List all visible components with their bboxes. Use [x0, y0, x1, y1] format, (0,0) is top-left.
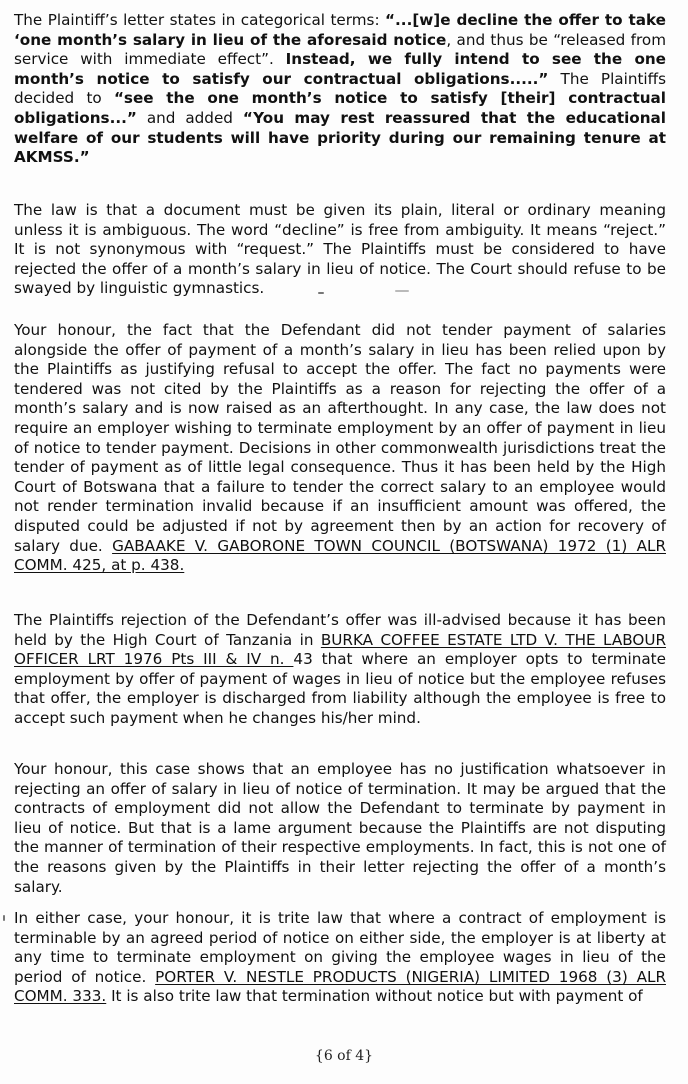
text-segment: The Plaintiff’s letter states in categorical terms: [14, 11, 386, 29]
text-segment: Court of Botswana that a failure to tender the correct salary to an employee would [14, 477, 666, 496]
text-segment: the reasons given by the Plaintiffs in their letter rejecting the offer of a month’s [14, 857, 666, 876]
text-segment: accept such payment when he changes his/her mind. [14, 708, 421, 727]
text-line [14, 279, 666, 299]
text-line [14, 341, 666, 361]
bold-quote: Instead, we fully intend to see the one [285, 50, 666, 69]
paragraph-letter-quote [14, 11, 666, 168]
text-line [14, 799, 666, 819]
text-line [14, 709, 666, 729]
text-segment: tender of payment as of little legal consequence. Thus it has been held by the High [14, 458, 666, 477]
text-line [14, 909, 666, 929]
case-citation: OFFICER LRT 1976 Pts III & IV n. [14, 650, 294, 669]
text-line [14, 631, 666, 651]
text-segment: It is also trite law that termination without notice but with payment of [106, 987, 643, 1006]
case-citation: COMM. 425, at p. 438. [14, 556, 185, 575]
bold-quote: welfare of our students will have priority during our remaining tenure at [14, 128, 666, 147]
text-segment: The Plaintiffs rejection of the Defendant’s offer was ill-advised because it has been [14, 611, 666, 629]
text-segment: Your honour, this case shows that an employee has no justification whatsoever in [14, 760, 666, 778]
text-segment: The law is that a document must be given its plain, literal or ordinary meaning [14, 201, 666, 219]
text-line [14, 819, 666, 839]
text-line [14, 240, 666, 260]
text-line [14, 650, 666, 670]
text-line [14, 689, 666, 709]
text-segment: , and thus be “released from [446, 30, 666, 49]
text-line [14, 517, 666, 537]
text-segment: that offer, the employer is discharged from liability although the employee is free to [14, 689, 666, 708]
bold-quote: “...[w]e decline the offer to take [385, 11, 666, 29]
text-segment: month’s salary and is now raised as an afterthought. In any case, the law does not [14, 399, 666, 418]
text-segment: not render termination invalid because if an insufficient amount was offered, the [14, 497, 666, 516]
text-line [14, 670, 666, 690]
text-segment: period of notice. [14, 967, 156, 986]
scan-speck [3, 915, 5, 921]
text-line [14, 478, 666, 498]
text-segment: service with immediate effect”. [14, 50, 286, 69]
text-line [14, 968, 666, 988]
text-line [14, 419, 666, 439]
text-segment: the Plaintiffs as justifying refusal to accept the offer. The fact no payments were [14, 360, 666, 379]
text-segment: rejected the offer of a month’s salary in lieu of notice. The Court should refuse to be [14, 259, 666, 278]
text-line [14, 458, 666, 478]
text-line [14, 929, 666, 949]
text-segment: the manner of termination of their respective employments. In fact, this is not one of [14, 838, 666, 857]
paragraph-trite-law [14, 909, 666, 1007]
text-line [14, 360, 666, 380]
paragraph-tender-of-payment [14, 321, 666, 576]
text-line [14, 780, 666, 800]
text-segment: require an employer wishing to terminate employment by an offer of payment in lieu [14, 418, 666, 437]
text-segment: of notice to tender payment. Decisions in other commonwealth jurisdictions treat the [14, 438, 666, 457]
text-segment: decided to [14, 89, 114, 108]
bold-quote: “You may rest reassured that the educational [242, 108, 666, 127]
text-segment: Your honour, the fact that the Defendant did not tender payment of salaries [14, 321, 666, 339]
case-citation: COMM. 333. [14, 987, 107, 1006]
text-segment: 43 that where an employer opts to terminate [293, 650, 666, 669]
text-line [14, 611, 666, 631]
text-line [14, 948, 666, 968]
paragraph-no-justification [14, 760, 666, 897]
text-line [14, 148, 666, 168]
text-segment: held by the High Court of Tanzania in [14, 630, 321, 649]
paragraph-plain-meaning [14, 201, 666, 299]
text-line [14, 321, 666, 341]
case-citation: PORTER V. NESTLE PRODUCTS (NIGERIA) LIMITED 1968 (3) ALR [155, 967, 666, 986]
text-segment: lieu of notice. But that is a lame argument because the Plaintiffs are not disputing [14, 818, 666, 837]
text-segment: contracts of employment did not allow the Defendant to terminate by payment in [14, 799, 666, 818]
text-line [14, 221, 666, 241]
text-line [14, 129, 666, 149]
text-segment: unless it is ambiguous. The word “decline” is free from ambiguity. It means “reject.” [14, 220, 666, 239]
text-line [14, 987, 666, 1007]
text-segment: any time to terminate employment on giving the employee wages in lieu of the [14, 948, 666, 967]
text-segment: salary. [14, 877, 63, 896]
text-line [14, 497, 666, 517]
text-line [14, 260, 666, 280]
text-segment: swayed by linguistic gymnastics. [14, 279, 265, 298]
text-line [14, 380, 666, 400]
text-segment: salary due. [14, 536, 113, 555]
text-line [14, 556, 666, 576]
text-segment: and added [136, 108, 243, 127]
text-segment: rejecting an offer of salary in lieu of notice of termination. It may be argued that the [14, 779, 666, 798]
text-segment: employment by offer of payment of wages in lieu of notice but the employee refuses [14, 669, 666, 688]
text-line [14, 109, 666, 129]
text-line [14, 439, 666, 459]
text-segment: alongside the offer of payment of a month’s salary in lieu has been relied upon by [14, 340, 666, 359]
text-segment: terminable by an agreed period of notice on either side, the employer is at liberty at [14, 928, 666, 947]
page-number: {6 of 4} [314, 1048, 374, 1064]
text-line [14, 50, 666, 70]
text-line [14, 89, 666, 109]
text-line [14, 858, 666, 878]
text-line [14, 399, 666, 419]
bold-quote: obligations...” [14, 108, 137, 127]
bold-quote: AKMSS.” [14, 148, 90, 167]
text-line [14, 201, 666, 221]
text-segment: disputed could be adjusted if not by agreement then by an action for recovery of [14, 516, 666, 535]
text-line [14, 11, 666, 31]
text-segment: In either case, your honour, it is trite law that where a contract of employment is [14, 909, 666, 927]
text-line [14, 760, 666, 780]
text-line [14, 838, 666, 858]
bold-quote: ‘one month’s salary in lieu of the aforesaid notice [14, 30, 447, 49]
text-segment: It is not synonymous with “request.” The Plaintiffs must be considered to have [14, 240, 666, 259]
text-line [14, 31, 666, 51]
text-segment: The Plaintiffs [548, 69, 667, 88]
text-line [14, 70, 666, 90]
bold-quote: month’s notice to satisfy our contractual obligations.....” [14, 69, 549, 88]
scan-speck [318, 292, 324, 294]
paragraph-tanzania-case [14, 611, 666, 729]
text-line [14, 537, 666, 557]
scan-speck [395, 290, 409, 292]
case-citation: GABAAKE V. GABORONE TOWN COUNCIL (BOTSWANA) 1972 (1) ALR [112, 536, 666, 555]
text-segment: tendered was not cited by the Plaintiffs as a reason for rejecting the offer of a [14, 379, 666, 398]
bold-quote: “see the one month’s notice to satisfy [their] contractual [113, 89, 666, 108]
text-line [14, 878, 666, 898]
case-citation: BURKA COFFEE ESTATE LTD V. THE LABOUR [320, 630, 666, 649]
